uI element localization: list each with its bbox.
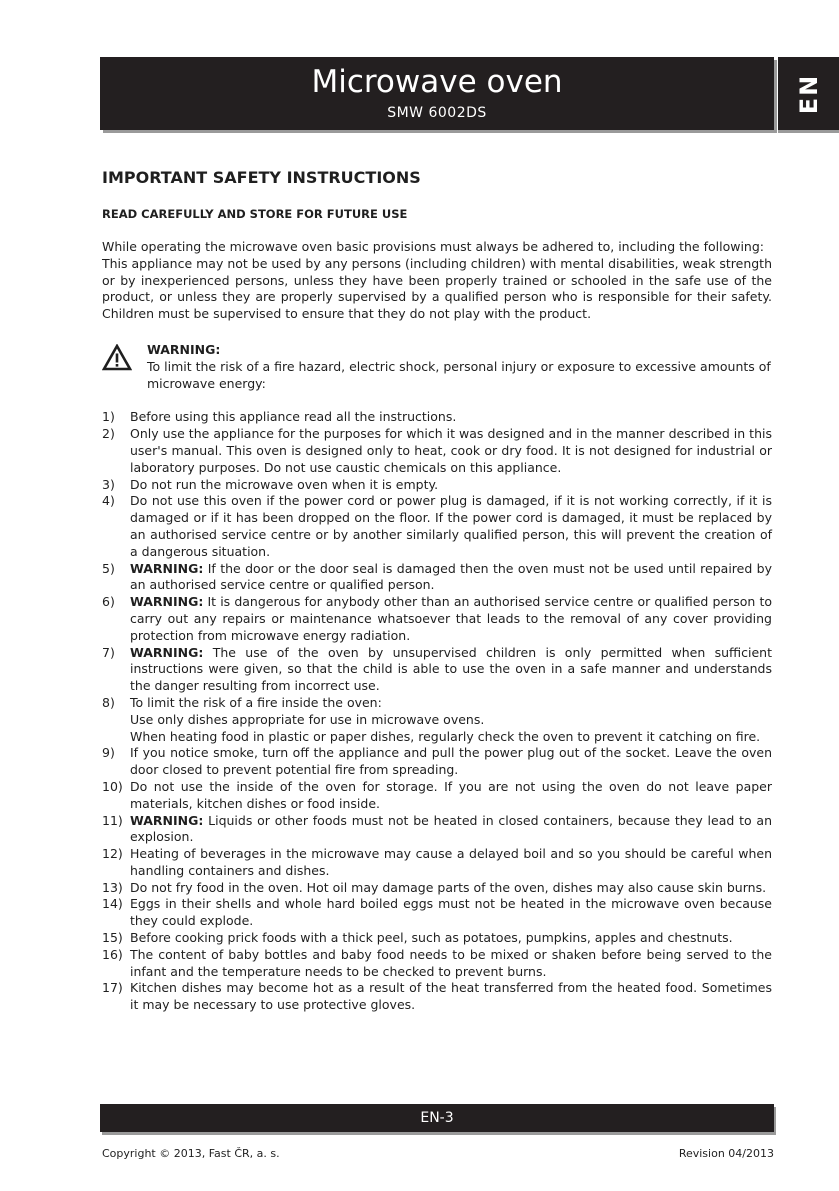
rule-number: 9) <box>102 745 115 761</box>
document-title: Microwave oven <box>311 64 563 100</box>
rule-text: To limit the risk of a fire inside the oven: Use only dishes appropriate for use in microwave ovens. When heating food in plastic or paper dishes, regularly check the oven to prevent it catching on fire. <box>130 694 761 744</box>
section-subheading: READ CAREFULLY AND STORE FOR FUTURE USE <box>102 207 408 221</box>
warning-triangle-icon <box>102 344 132 371</box>
rule-item <box>102 426 772 476</box>
rule-number: 5) <box>102 560 115 576</box>
language-tab <box>778 57 839 130</box>
title-banner <box>100 57 774 130</box>
rule-item <box>102 745 772 779</box>
rule-text: Liquids or other foods must not be heated in closed containers, because they lead to an explosion. <box>130 812 772 845</box>
page-content <box>102 167 772 1014</box>
rule-number: 6) <box>102 594 115 610</box>
rule-warning-label: WARNING: <box>130 644 204 660</box>
rule-item <box>102 930 772 947</box>
rule-number: 10) <box>102 778 123 794</box>
rule-text: Do not run the microwave oven when it is empty. <box>130 476 439 492</box>
rule-text: Only use the appliance for the purposes for which it was designed and in the manner described in this user's manual. This oven is designed only to heat, cook or dry food. It is not designed for industrial or laboratory purposes. Do not use caustic chemicals on this appliance. <box>130 426 772 475</box>
rule-number: 1) <box>102 409 115 425</box>
rule-number: 3) <box>102 476 115 492</box>
model-number: SMW 6002DS <box>387 105 487 121</box>
rule-number: 2) <box>102 426 115 442</box>
rule-number: 4) <box>102 493 115 509</box>
rule-item <box>102 645 772 695</box>
page-number-bar <box>100 1104 774 1132</box>
rule-text: Do not use the inside of the oven for storage. If you are not using the oven do not leave paper materials, kitchen dishes or food inside. <box>130 778 772 811</box>
rule-item <box>102 561 772 595</box>
rule-number: 14) <box>102 896 123 912</box>
rule-item <box>102 695 772 745</box>
section-heading: IMPORTANT SAFETY INSTRUCTIONS <box>102 168 421 187</box>
rule-item <box>102 947 772 981</box>
rule-number: 7) <box>102 644 115 660</box>
rule-number: 13) <box>102 879 123 895</box>
rule-warning-label: WARNING: <box>130 812 204 828</box>
rule-text: The use of the oven by unsupervised children is only permitted when sufficient instructions were given, so that the child is able to use the oven in a safe manner and understands the danger resulting from incorrect use. <box>130 644 772 694</box>
warning-title: WARNING: <box>147 341 221 357</box>
rule-item <box>102 409 772 426</box>
rule-warning-label: WARNING: <box>130 560 204 576</box>
rule-item <box>102 880 772 897</box>
rule-number: 16) <box>102 946 123 962</box>
rule-item <box>102 477 772 494</box>
rule-text: If the door or the door seal is damaged then the oven must not be used until repaired by an authorised service centre or qualified person. <box>130 560 772 593</box>
language-label: EN <box>794 73 823 114</box>
rule-item <box>102 493 772 560</box>
safety-rules-list <box>102 409 772 1014</box>
rule-text: Before using this appliance read all the instructions. <box>130 409 457 425</box>
rule-warning-label: WARNING: <box>130 594 204 610</box>
rule-text: Do not fry food in the oven. Hot oil may damage parts of the oven, dishes may also cause skin burns. <box>130 879 767 895</box>
rule-item <box>102 594 772 644</box>
intro-paragraph: While operating the microwave oven basic provisions must always be adhered to, including the following: This appliance may not be used by any persons (including children) with mental disabilities, weak strength or by inexperienced persons, unless they have been properly trained or schooled in the safe use of the product, or unless they are properly supervised by a qualified person who is responsible for their safety. Children must be supervised to ensure that they do not play with the product. <box>102 239 772 322</box>
rule-item <box>102 813 772 847</box>
rule-text: Kitchen dishes may become hot as a result of the heat transferred from the heated food. Sometimes it may be necessary to use protective gloves. <box>130 980 772 1013</box>
rule-item <box>102 846 772 880</box>
warning-text: To limit the risk of a fire hazard, electric shock, personal injury or exposure to excessive amounts of microwave energy: <box>147 358 771 391</box>
rule-item <box>102 980 772 1014</box>
rule-text: If you notice smoke, turn off the appliance and pull the power plug out of the socket. Leave the oven door closed to prevent potential fire from spreading. <box>130 745 772 778</box>
rule-text: Do not use this oven if the power cord or power plug is damaged, if it is not working correctly, if it is damaged or if it has been dropped on the floor. If the power cord is damaged, it must be replaced by an authorised service centre or by another similarly qualified person, this will prevent the creation of a dangerous situation. <box>130 493 772 559</box>
rule-number: 11) <box>102 812 123 828</box>
rule-text: It is dangerous for anybody other than an authorised service centre or qualified person to carry out any repairs or maintenance whatsoever that leads to the removal of any cover providing protection from microwave energy radiation. <box>130 594 772 643</box>
rule-text: Eggs in their shells and whole hard boiled eggs must not be heated in the microwave oven because they could explode. <box>130 896 772 929</box>
warning-block <box>102 342 772 392</box>
rule-number: 15) <box>102 930 123 946</box>
rule-text: Before cooking prick foods with a thick peel, such as potatoes, pumpkins, apples and chestnuts. <box>130 930 733 946</box>
copyright-text: Copyright © 2013, Fast ČR, a. s. <box>102 1147 280 1160</box>
rule-text: Heating of beverages in the microwave may cause a delayed boil and so you should be careful when handling containers and dishes. <box>130 846 772 878</box>
rule-number: 12) <box>102 846 123 862</box>
page-number: EN-3 <box>420 1110 454 1126</box>
revision-text: Revision 04/2013 <box>678 1147 774 1160</box>
rule-number: 8) <box>102 694 115 710</box>
rule-number: 17) <box>102 980 123 996</box>
rule-item <box>102 896 772 930</box>
rule-text: The content of baby bottles and baby food needs to be mixed or shaken before being served to the infant and the temperature needs to be checked to prevent burns. <box>130 946 772 979</box>
rule-item <box>102 779 772 813</box>
